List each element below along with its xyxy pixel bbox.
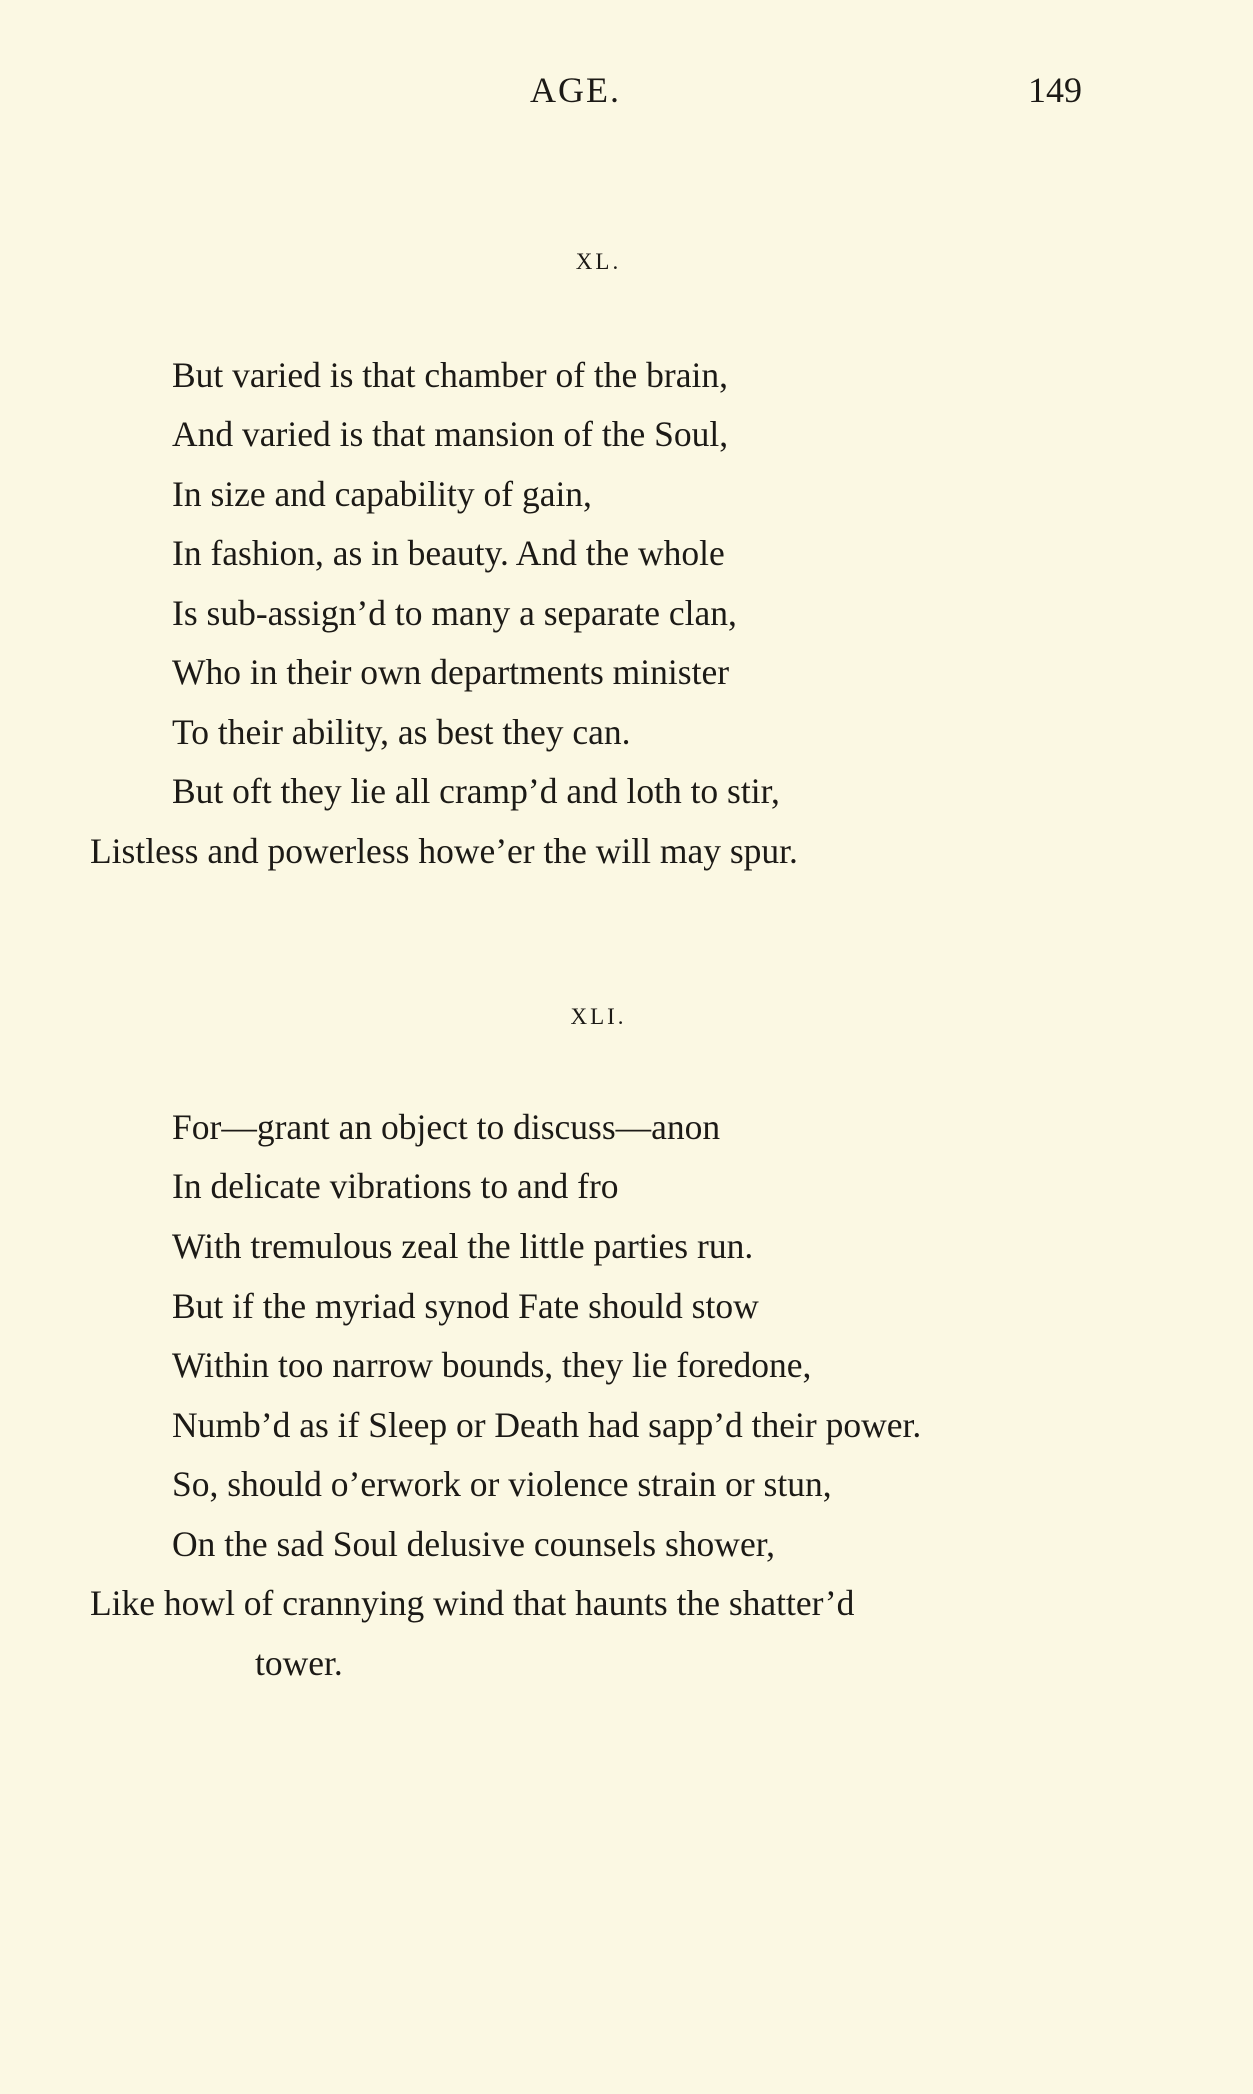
verse-line: Like howl of crannying wind that haunts the shatter’d — [90, 1583, 855, 1623]
verse-line: tower. — [255, 1643, 343, 1683]
verse-line: On the sad Soul delusive counsels shower, — [172, 1524, 775, 1564]
verse-line: To their ability, as best they can. — [172, 712, 631, 752]
stanza-number-xl: XL. — [575, 249, 622, 274]
verse-line: Listless and powerless howe’er the will may spur. — [90, 831, 798, 871]
verse-line: In delicate vibrations to and fro — [172, 1166, 619, 1206]
verse-line: With tremulous zeal the little parties run. — [172, 1226, 754, 1266]
verse-line: So, should o’erwork or violence strain or stun, — [172, 1464, 832, 1504]
verse-line: But oft they lie all cramp’d and loth to stir, — [172, 771, 780, 811]
verse-line: But varied is that chamber of the brain, — [172, 355, 728, 395]
verse-line: But if the myriad synod Fate should stow — [172, 1286, 759, 1326]
page-number: 149 — [1028, 70, 1082, 110]
stanza-number-xli: XLI. — [570, 1004, 627, 1029]
verse-line: Is sub-assign’d to many a separate clan, — [172, 593, 737, 633]
verse-line: Who in their own departments minister — [172, 652, 730, 692]
verse-line: In size and capability of gain, — [172, 474, 592, 514]
verse-line: Numb’d as if Sleep or Death had sapp’d their power. — [172, 1405, 922, 1445]
verse-line: Within too narrow bounds, they lie foredone, — [172, 1345, 812, 1385]
running-head-title: AGE. — [530, 70, 621, 110]
verse-line: And varied is that mansion of the Soul, — [172, 414, 729, 454]
verse-line: For—grant an object to discuss—anon — [172, 1107, 721, 1147]
verse-line: In fashion, as in beauty. And the whole — [172, 533, 725, 573]
